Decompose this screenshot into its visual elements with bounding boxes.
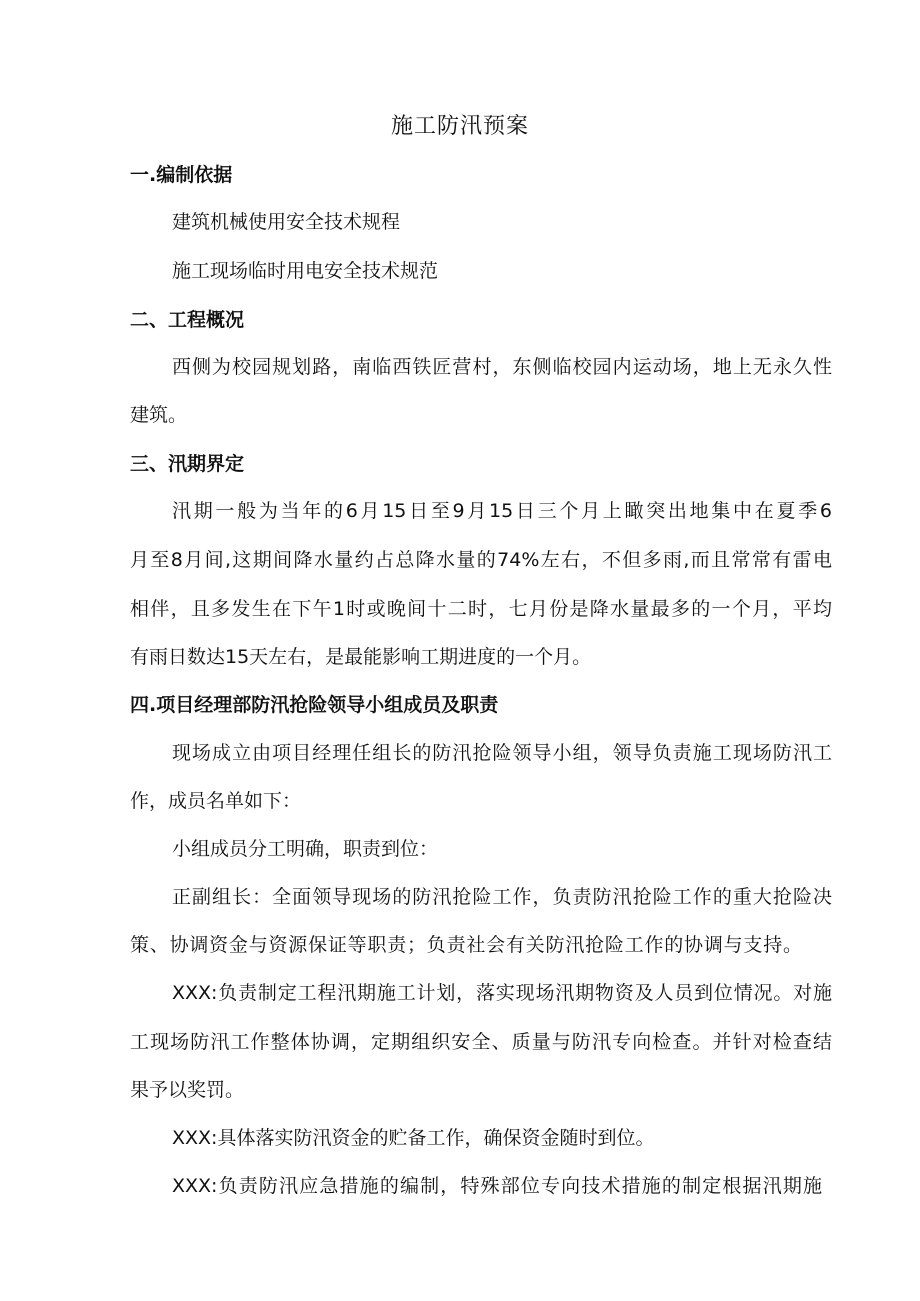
paragraph-line: 相伴，且多发生在下午1时或晚间十二时，七月份是降水量最多的一个月，平均: [130, 598, 832, 620]
paragraph-line: 小组成员分工明确，职责到位：: [172, 838, 439, 860]
paragraph-line: 作，成员名单如下：: [130, 790, 302, 812]
paragraph-line: 果予以奖罚。: [130, 1079, 245, 1101]
paragraph-line: 建筑机械使用安全技术规程: [172, 211, 401, 233]
paragraph-line: 建筑。: [130, 404, 188, 426]
paragraph-line: 正副组长：全面领导现场的防汛抢险工作，负责防汛抢险工作的重大抢险决: [172, 886, 832, 908]
paragraph-line: 工现场防汛工作整体协调，定期组织安全、质量与防汛专向检查。并针对检查结: [130, 1031, 832, 1053]
paragraph-line: 现场成立由项目经理任组长的防汛抢险领导小组，领导负责施工现场防汛工: [172, 742, 832, 764]
paragraph-line: 有雨日数达15天左右，是最能影响工期进度的一个月。: [130, 646, 592, 668]
section-heading-leadership-group: 四.项目经理部防汛抢险领导小组成员及职责: [130, 694, 499, 716]
paragraph-line: 策、协调资金与资源保证等职责；负责社会有关防汛抢险工作的协调与支持。: [130, 934, 802, 956]
section-heading-basis: 一.编制依据: [130, 164, 233, 186]
paragraph-line: XXX:具体落实防汛资金的贮备工作，确保资金随时到位。: [172, 1127, 655, 1149]
paragraph-line: XXX:负责制定工程汛期施工计划，落实现场汛期物资及人员到位情况。对施: [172, 982, 832, 1004]
document-title: 施工防汛预案: [390, 114, 529, 139]
paragraph-line: 施工现场临时用电安全技术规范: [172, 260, 439, 282]
section-heading-flood-period: 三、汛期界定: [130, 453, 245, 475]
paragraph-line: XXX:负责防汛应急措施的编制，特殊部位专向技术措施的制定根据汛期施: [172, 1175, 822, 1197]
paragraph-line: 西侧为校园规划路，南临西铁匠营村，东侧临校园内运动场，地上无永久性: [172, 356, 832, 378]
paragraph-line: 汛期一般为当年的6月15日至9月15日三个月上瞰突出地集中在夏季6: [172, 500, 832, 522]
section-heading-overview: 二、工程概况: [130, 309, 245, 331]
paragraph-line: 月至8月间,这期间降水量约占总降水量的74%左右，不但多雨,而且常常有雷电: [130, 549, 832, 571]
